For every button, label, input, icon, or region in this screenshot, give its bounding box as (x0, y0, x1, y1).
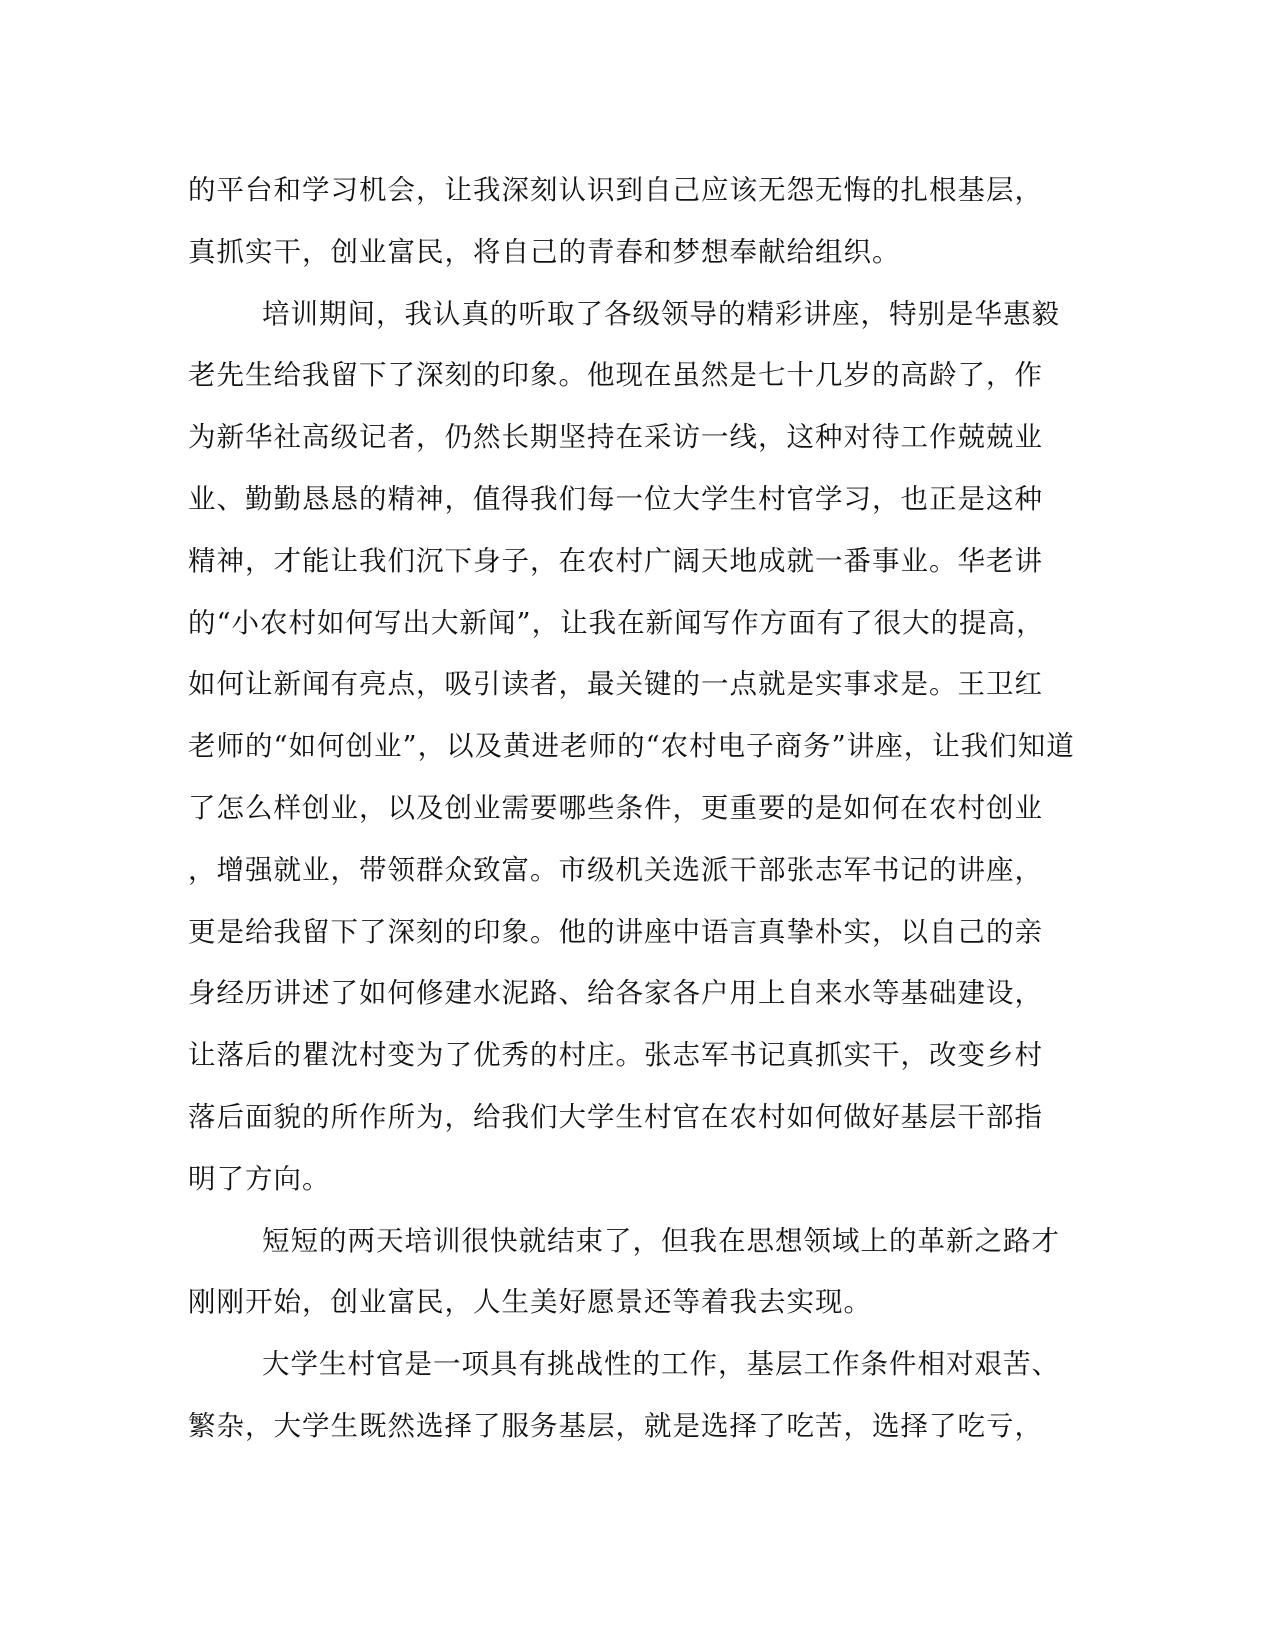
text-line: 更是给我留下了深刻的印象。他的讲座中语言真挚朴实，以自己的亲 (188, 915, 1043, 948)
text-line: 刚刚开始，创业富民，人生美好愿景还等着我去实现。 (188, 1286, 872, 1319)
text-line: 明了方向。 (188, 1162, 331, 1195)
text-line: 让落后的瞿沈村变为了优秀的村庄。张志军书记真抓实干，改变乡村 (188, 1039, 1043, 1072)
text-line: 真抓实干，创业富民，将自己的青春和梦想奉献给组织。 (188, 235, 901, 268)
text-line: 老先生给我留下了深刻的印象。他现在虽然是七十几岁的高龄了，作 (188, 359, 1043, 392)
text-line: 落后面貌的所作所为，给我们大学生村官在农村如何做好基层干部指 (188, 1100, 1043, 1133)
text-line: 如何让新闻有亮点，吸引读者，最关键的一点就是实事求是。王卫红 (188, 668, 1043, 701)
text-line: 老师的“如何创业”，以及黄进老师的“农村电子商务”讲座，让我们知道 (188, 730, 1075, 763)
text-line: 精神，才能让我们沉下身子，在农村广阔天地成就一番事业。华老讲 (188, 544, 1043, 577)
paragraph-first-line: 大学生村官是一项具有挑战性的工作，基层工作条件相对艰苦、 (262, 1348, 1060, 1381)
text-line: 身经历讲述了如何修建水泥路、给各家各户用上自来水等基础建设， (188, 977, 1043, 1010)
text-line: 的平台和学习机会，让我深刻认识到自己应该无怨无悔的扎根基层， (188, 174, 1043, 206)
text-line: ，增强就业，带领群众致富。市级机关选派干部张志军书记的讲座， (188, 853, 1043, 886)
text-line: 为新华社高级记者，仍然长期坚持在采访一线，这种对待工作兢兢业 (188, 421, 1043, 454)
text-line: 繁杂，大学生既然选择了服务基层，就是选择了吃苦，选择了吃亏， (188, 1409, 1043, 1442)
text-line: 的“小农村如何写出大新闻”，让我在新闻写作方面有了很大的提高， (188, 606, 1045, 639)
paragraph-first-line: 短短的两天培训很快就结束了，但我在思想领域上的革新之路才 (262, 1224, 1060, 1257)
paragraph-first-line: 培训期间，我认真的听取了各级领导的精彩讲座，特别是华惠毅 (262, 297, 1060, 330)
text-line: 业、勤勤恳恳的精神，值得我们每一位大学生村官学习，也正是这种 (188, 482, 1043, 515)
body-text (188, 160, 1088, 1458)
text-line: 了怎么样创业，以及创业需要哪些条件，更重要的是如何在农村创业 (188, 791, 1043, 824)
